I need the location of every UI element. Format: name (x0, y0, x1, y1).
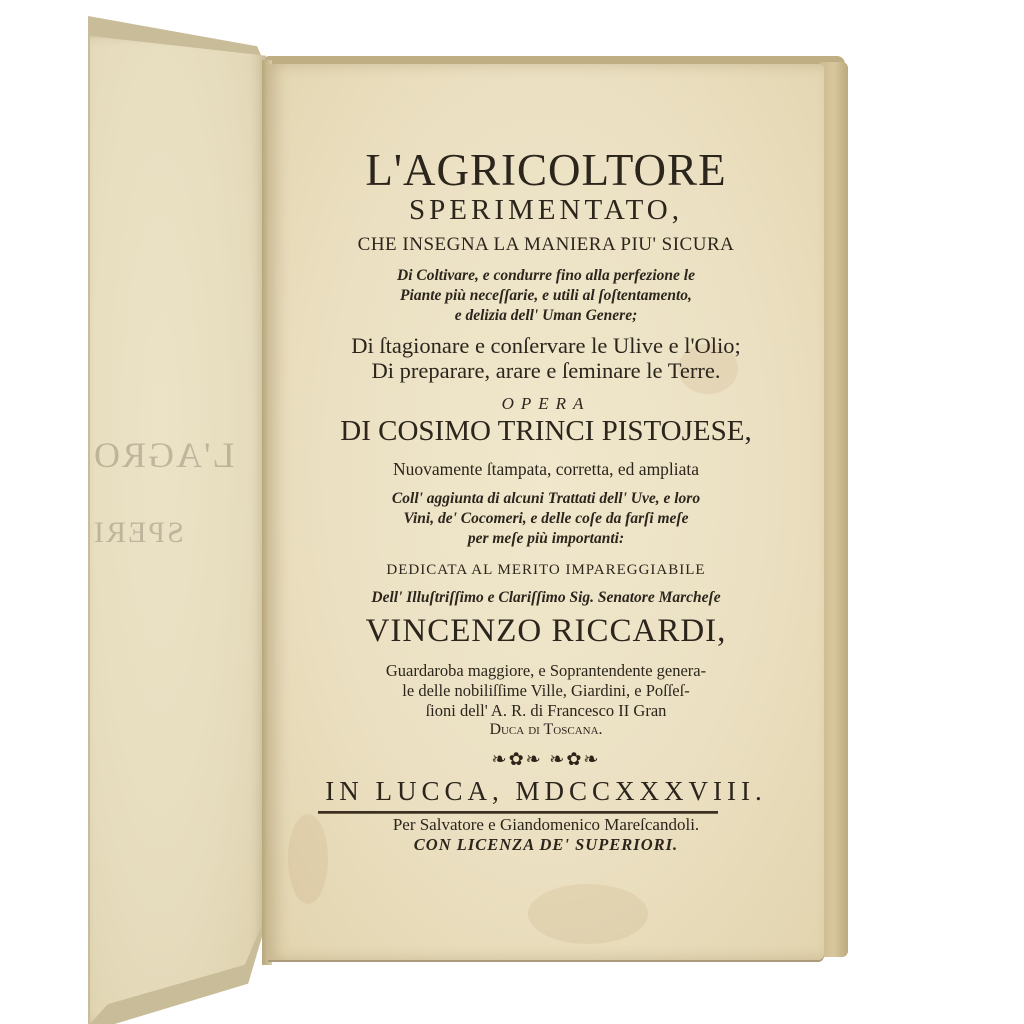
show-through-text-subtitle: SPERI (92, 516, 184, 549)
secondary-line: Di preparare, arare e ſeminare le Terre. (371, 358, 721, 383)
additions-line: per meſe più importanti: (467, 530, 625, 547)
description-line: Piante più neceſſarie, e utili al ſoſtentamento, (400, 287, 692, 304)
license-line: CON LICENZA DE' SUPERIORI. (413, 835, 679, 854)
opera-label: OPERA (501, 394, 591, 413)
description-line: Di Coltivare, e condurre fino alla perfezione le (397, 267, 695, 284)
title-page (268, 64, 824, 960)
secondary-line: Di ſtagionare e conſervare le Ulive e l'Olio; (351, 333, 741, 358)
book-subtitle: SPERIMENTATO, (409, 194, 683, 226)
author-line: DI COSIMO TRINCI PISTOJESE, (340, 415, 752, 447)
printer-ornament-icon: ❧✿❧ ❧✿❧ (491, 749, 601, 769)
foxing-stain (528, 884, 648, 944)
dedicatee-role-line: Duca di Toscana. (489, 721, 603, 738)
book-title: L'AGRICOLTORE (365, 145, 727, 195)
dedicatee-role-line: Guardaroba maggiore, e Soprantendente genera- (385, 661, 707, 680)
dedicatee-title: Dell' Illuſtriſſimo e Clariſſimo Sig. Senatore Marcheſe (371, 589, 721, 606)
right-cover-edge (820, 62, 848, 957)
additions-line: Vini, de' Cocomeri, e delle coſe da farſi meſe (403, 510, 689, 527)
description-line: e delizia dell' Uman Genere; (454, 307, 638, 324)
additions-line: Coll' aggiunta di alcuni Trattati dell' Uve, e loro (391, 490, 701, 507)
dedication-line: DEDICATA AL MERITO IMPAREGGIABILE (386, 562, 706, 578)
imprint-place-date: IN LUCCA, MDCCXXXVIII. (325, 776, 767, 806)
show-through-text-title: L'AGRO (92, 435, 235, 475)
printer-line: Per Salvatore e Giandomenico Mareſcandoli. (392, 815, 700, 834)
dedicatee-role-line: le delle nobiliſſime Ville, Giardini, e Poſſeſ- (402, 681, 690, 700)
edition-note: Nuovamente ſtampata, corretta, ed ampliata (392, 459, 700, 479)
book-tagline: CHE INSEGNA LA MANIERA PIU' SICURA (357, 234, 735, 255)
dedicatee-name: VINCENZO RICCARDI, (365, 613, 727, 649)
dedicatee-role-line: ſioni dell' A. R. di Francesco II Gran (425, 701, 667, 720)
imprint-rule-divider (318, 811, 718, 814)
